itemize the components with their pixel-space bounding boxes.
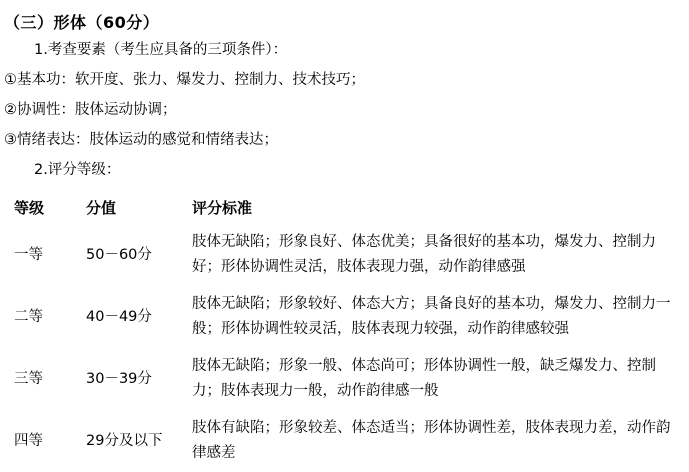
cell-grade: 四等 xyxy=(14,432,43,449)
paragraph-emotional-expression: ③情绪表达：肢体运动的感觉和情绪表达； xyxy=(4,132,278,148)
cell-score: 50－60分 xyxy=(86,246,152,263)
table-header-row xyxy=(4,195,680,224)
cell-score: 29分及以下 xyxy=(86,432,163,449)
cell-score: 30－39分 xyxy=(86,370,152,387)
column-header-grade: 等级 xyxy=(14,199,45,217)
paragraph-coordination: ②协调性：肢体运动协调； xyxy=(4,102,177,118)
cell-criteria: 肢体无缺陷；形象良好、体态优美；具备很好的基本功，爆发力、控制力好；形体协调性灵活，肢体表现力强，动作韵律感强 xyxy=(192,234,656,275)
column-header-criteria: 评分标准 xyxy=(192,199,253,217)
table-row xyxy=(4,286,680,348)
paragraph-basic-skills: ①基本功：软开度、张力、爆发力、控制力、技术技巧； xyxy=(4,72,365,88)
cell-grade: 二等 xyxy=(14,308,43,325)
section-heading: （三）形体（60分） xyxy=(4,13,160,32)
cell-grade: 三等 xyxy=(14,370,43,387)
table-row xyxy=(4,410,680,472)
table-row xyxy=(4,224,680,286)
paragraph-scoring-levels: 2.评分等级： xyxy=(34,162,121,178)
cell-criteria: 肢体有缺陷；形象较差、体态适当；形体协调性差，肢体表现力差，动作韵律感差 xyxy=(192,420,671,461)
document-page xyxy=(0,10,689,466)
cell-criteria: 肢体无缺陷；形象一般、体态尚可；形体协调性一般，缺乏爆发力、控制力；肢体表现力一般，动作韵律感一般 xyxy=(192,358,656,399)
cell-score: 40－49分 xyxy=(86,308,152,325)
cell-grade: 一等 xyxy=(14,246,43,263)
table-row xyxy=(4,348,680,410)
column-header-score: 分值 xyxy=(86,199,117,217)
paragraph-assessment-elements: 1.考查要素（考生应具备的三项条件）： xyxy=(34,42,288,58)
scoring-table xyxy=(4,195,680,472)
cell-criteria: 肢体无缺陷；形象较好、体态大方；具备良好的基本功，爆发力、控制力一般；形体协调性较灵活，肢体表现力较强，动作韵律感较强 xyxy=(192,296,671,337)
